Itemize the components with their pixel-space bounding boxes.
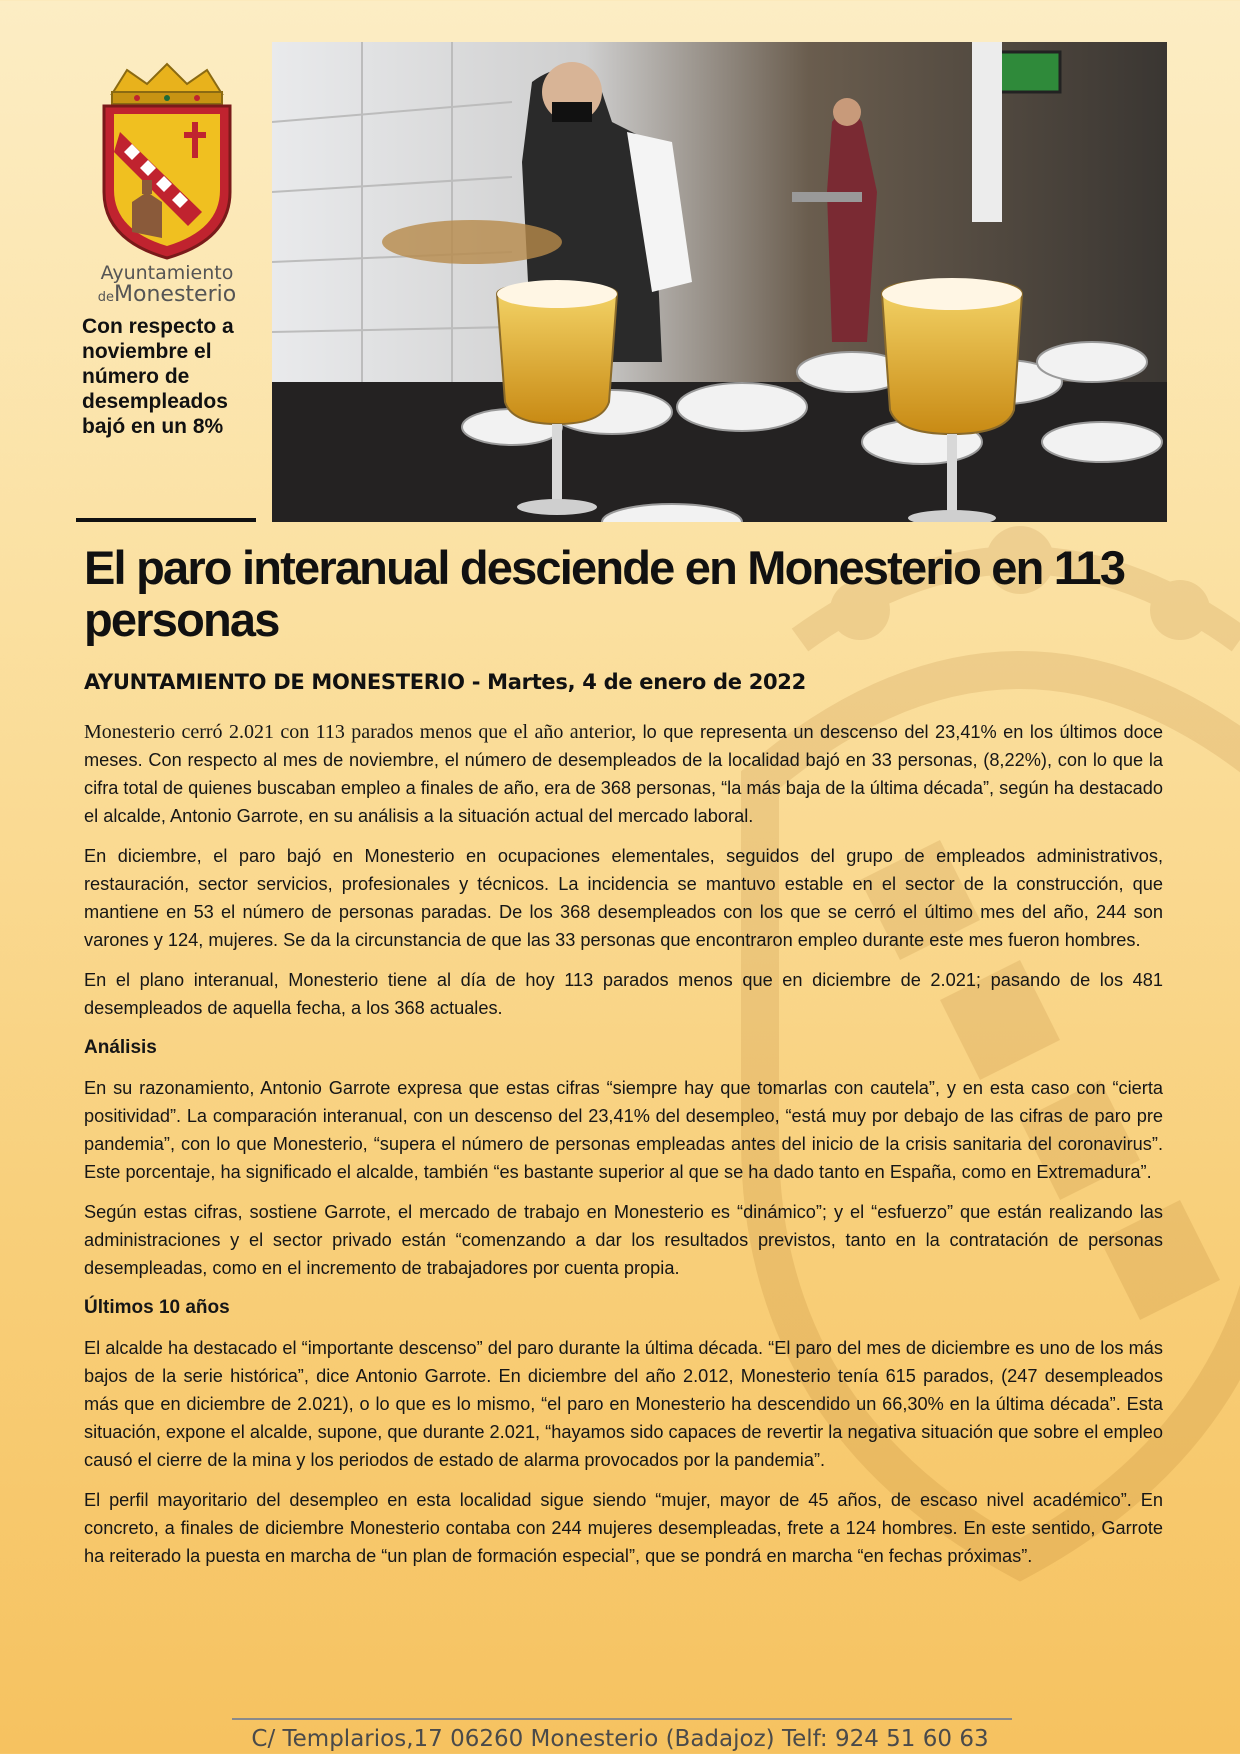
logo-name-line1: Ayuntamiento [100, 262, 234, 284]
paragraph-5: Según estas cifras, sostiene Garrote, el mercado de trabajo en Monesterio es “dinámico”; y el “esfuerzo” que están realizando las administraciones y el sector privado están “comenzando a dar los resultados previstos, tanto en la contratación de personas desempleadas, como en el incremento de trabajadores por cuenta propia. [84, 1202, 1163, 1278]
paragraph-3: En el plano interanual, Monesterio tiene al día de hoy 113 parados menos que en diciembre de 2.021; pasando de los 481 desempleados de aquella fecha, a los 368 actuales. [84, 970, 1163, 1018]
logo-name-line2: deMonesterio [97, 282, 237, 307]
paragraph-1 [84, 718, 1163, 830]
subheading-analisis: Análisis [84, 1037, 157, 1058]
footer-address: C/ Templarios,17 06260 Monesterio (Badajoz) Telf: 924 51 60 63 [251, 1726, 989, 1752]
bar-photo [272, 42, 1167, 522]
coat-of-arms-icon [92, 62, 242, 262]
subheading-ultimos-10-anos: Últimos 10 años [84, 1297, 230, 1318]
logo-wordmark [82, 262, 252, 309]
article-body [84, 718, 1163, 1582]
footer-divider [232, 1718, 1012, 1720]
paragraph-1-lead: Monesterio cerró 2.021 con 113 parados menos que el año anterior, [84, 721, 637, 743]
paragraph-6: El alcalde ha destacado el “importante descenso” del paro durante la última década. “El paro del mes de diciembre es uno de los más bajos de la serie histórica”, dice Antonio Garrote. En diciembre del año 2.012, Monesterio tenía 615 parados, (247 desempleados más que en diciembre de 2.021), o lo que es lo mismo, “el paro en Monesterio ha descendido un 66,30% en la última década”. Esta situación, expone el alcalde, supone, que durante 2.021, “hayamos sido capaces de revertir la negativa situación que sobre el empleo causó el cierre de la mina y los periodos de estado de alarma provocados por la pandemia”. [84, 1338, 1163, 1470]
pull-quote: Con respecto a noviembre el número de desempleados bajó en un 8% [82, 315, 234, 438]
article-headline: El paro interanual desciende en Monesterio en 113 personas [84, 541, 1125, 646]
pull-quote-divider [76, 518, 256, 522]
bar-scene-image [272, 42, 1167, 522]
paragraph-1-rest: lo que representa un descenso del 23,41% en los últimos doce meses. Con respecto al mes de noviembre, el número de desempleados de la localidad bajó en 33 personas, (8,22%), con lo que la cifra total de quienes buscaban empleo a finales de año, era de 368 personas, “la más baja de la última década”, según ha destacado el alcalde, Antonio Garrote, en su análisis a la situación actual del mercado laboral. [84, 722, 1163, 826]
paragraph-2: En diciembre, el paro bajó en Monesterio en ocupaciones elementales, seguidos del grupo de empleados administrativos, restauración, sector servicios, profesionales y técnicos. La incidencia se mantuvo estable en el sector de la construcción, que mantiene en 53 el número de personas paradas. De los 368 desempleados con los que se cerró el último mes del año, 244 son varones y 124, mujeres. Se da la circunstancia de que las 33 personas que encontraron empleo durante este mes fueron hombres. [84, 846, 1163, 950]
paragraph-4: En su razonamiento, Antonio Garrote expresa que estas cifras “siempre hay que tomarlas con cautela”, y en esta caso con “cierta positividad”. La comparación interanual, con un descenso del 23,41% del desempleo, “está muy por debajo de las cifras de paro pre pandemia”, con lo que Monesterio, “supera el número de personas empleadas antes del inicio de la crisis sanitaria del coronavirus”. Este porcentaje, ha significado el alcalde, también “es bastante superior al que se ha dado tanto en España, como en Extremadura”. [84, 1078, 1163, 1182]
paragraph-7: El perfil mayoritario del desempleo en esta localidad sigue siendo “mujer, mayor de 45 años, de escaso nivel académico”. En concreto, a finales de diciembre Monesterio contaba con 244 mujeres desempleadas, frete a 124 hombres. En este sentido, Garrote ha reiterado la puesta en marcha de “un plan de formación especial”, que se pondrá en marcha “en fechas próximas”. [84, 1490, 1163, 1566]
article-byline: AYUNTAMIENTO DE MONESTERIO - Martes, 4 de enero de 2022 [84, 670, 806, 694]
